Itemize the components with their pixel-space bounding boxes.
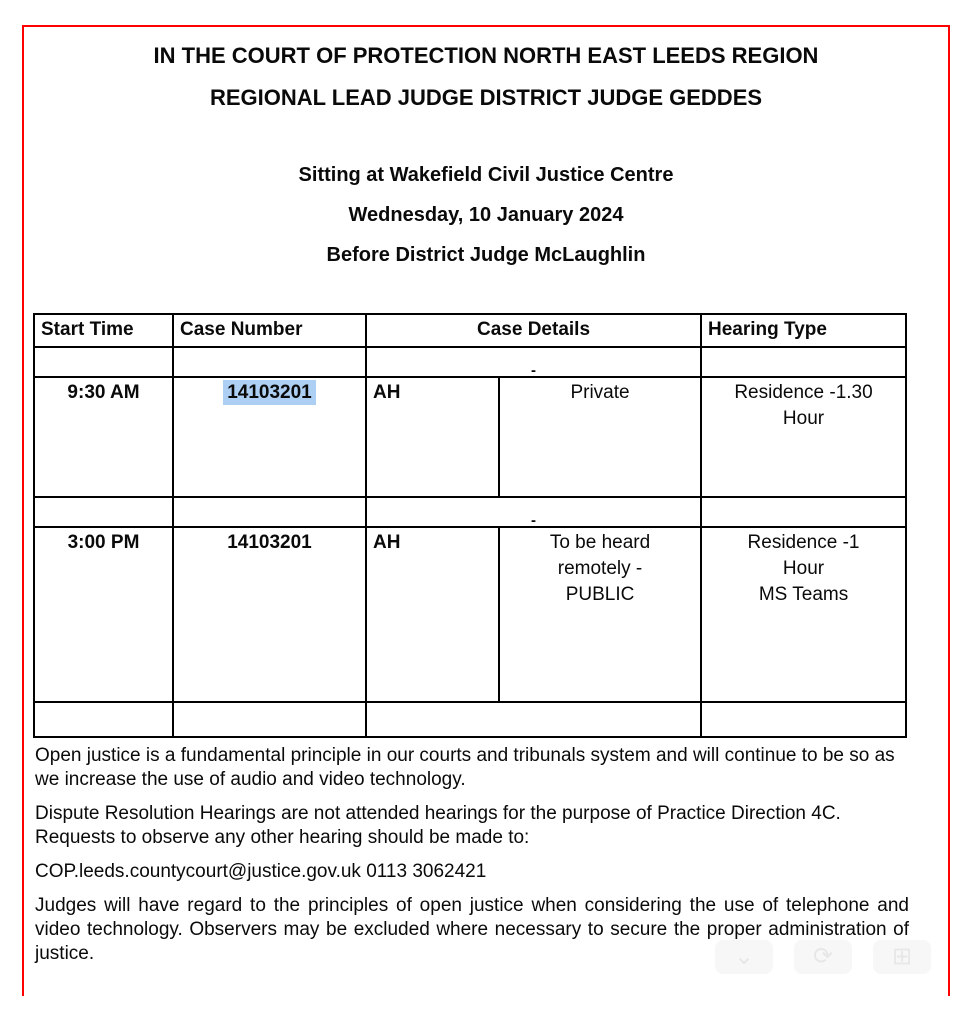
case-details-cell [499,527,701,702]
venue-line: Sitting at Wakefield Civil Justice Centre [298,164,674,186]
table-row [34,377,906,497]
hearing-type-line: Residence -1.30 [734,382,873,403]
dispute-resolution-paragraph: Dispute Resolution Hearings are not attended hearings for the purpose of Practice Direction 4C. Requests to observe any other hearing should be made to: [35,803,841,848]
case-number-cell [173,377,366,497]
faded-overlay-icons [715,940,931,974]
spacer-row [34,347,906,377]
contact-email-line: COP.leeds.countycourt@justice.gov.uk 0113 3062421 [35,861,487,882]
empty-cell-case-details [366,702,701,737]
start-time-cell: 3:00 PM [34,527,173,702]
hearing-list-table [33,313,907,738]
spacer-cell-case-details [366,347,701,377]
spacer-cell [701,347,906,377]
open-justice-notices [35,744,909,966]
spacer-dash: - [531,362,536,379]
spacer-cell [173,347,366,377]
sitting-details [24,155,948,275]
empty-cell [701,702,906,737]
case-details-line: remotely - [557,558,643,579]
judges-discretion-paragraph: Judges will have regard to the principles of open justice when considering the use of telephone and video technology. Observers may be excluded where necessary to secure the proper administration of justice. [35,895,909,964]
header-case-number: Case Number [173,314,366,347]
start-time-cell: 9:30 AM [34,377,173,497]
case-details-line: PUBLIC [565,584,635,605]
open-justice-paragraph: Open justice is a fundamental principle in our courts and tribunals system and will continue to be so as we increase the use of audio and video technology. [35,745,895,790]
case-details-line: Private [570,382,630,403]
spacer-cell-case-details [366,497,701,527]
table-footer-row [34,702,906,737]
document-title [24,35,948,119]
spacer-row [34,497,906,527]
hearing-type-cell [701,377,906,497]
table-row [34,527,906,702]
court-list-page [22,25,950,996]
grid-icon: ⊞ [873,940,931,974]
header-case-details: Case Details [366,314,701,347]
date-line: Wednesday, 10 January 2024 [348,204,624,226]
hearing-type-line: Hour [782,408,825,429]
party-cell: AH [366,527,499,702]
case-number-cell: 14103201 [173,527,366,702]
court-title-line-2: REGIONAL LEAD JUDGE DISTRICT JUDGE GEDDES [209,85,763,110]
case-details-cell [499,377,701,497]
hearing-type-cell [701,527,906,702]
empty-cell [173,702,366,737]
judge-line: Before District Judge McLaughlin [326,244,646,266]
header-hearing-type: Hearing Type [701,314,906,347]
spacer-cell [34,347,173,377]
spacer-cell [34,497,173,527]
spacer-cell [173,497,366,527]
empty-cell [34,702,173,737]
share-icon: ⟳ [794,940,852,974]
chevron-down-icon: ⌄ [715,940,773,974]
spacer-dash: - [531,512,536,529]
selected-case-number[interactable]: 14103201 [223,380,316,405]
party-cell: AH [366,377,499,497]
hearing-type-line: MS Teams [758,584,849,605]
header-start-time: Start Time [34,314,173,347]
table-header-row [34,314,906,347]
court-title-line-1: IN THE COURT OF PROTECTION NORTH EAST LEEDS REGION [153,43,819,68]
hearing-type-line: Hour [782,558,825,579]
spacer-cell [701,497,906,527]
case-details-line: To be heard [549,532,651,553]
hearing-type-line: Residence -1 [747,532,860,553]
